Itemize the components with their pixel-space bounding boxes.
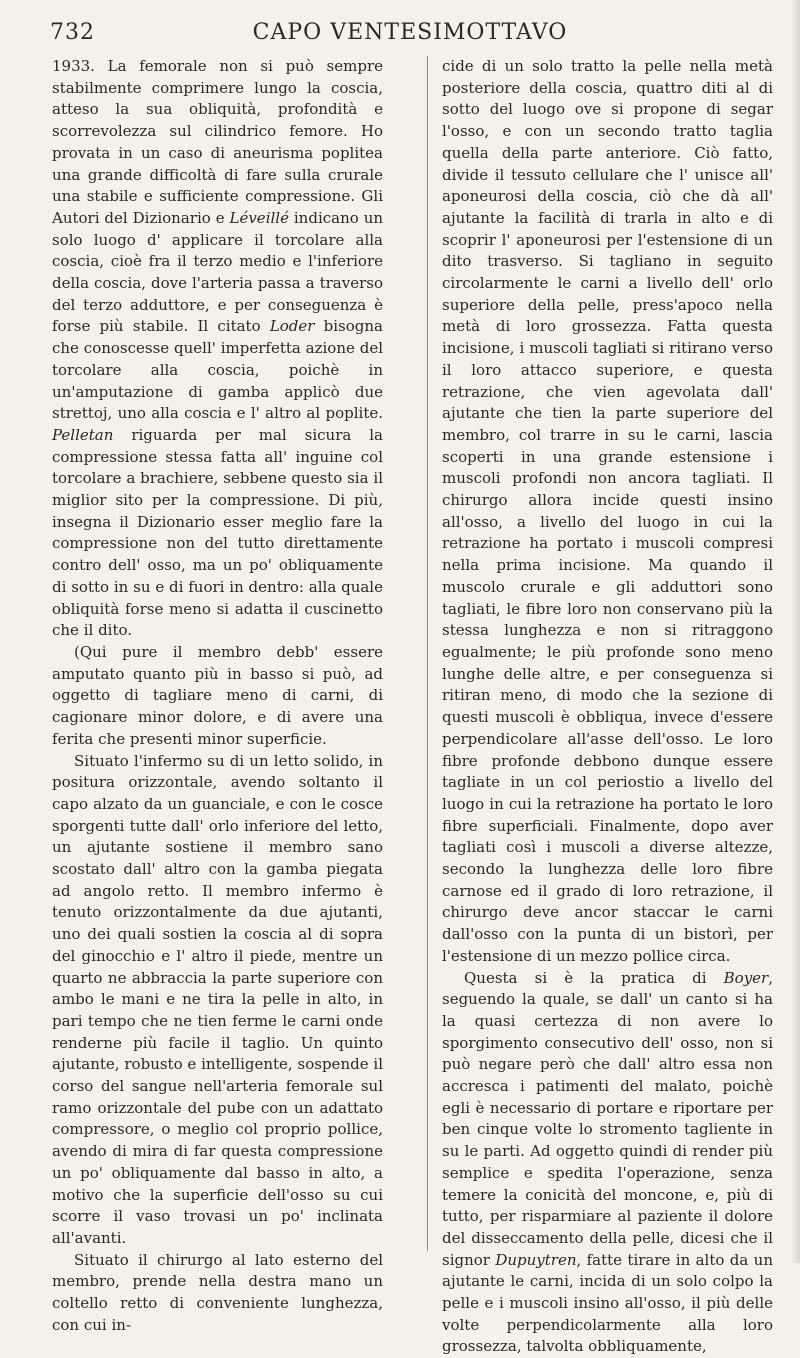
page-edge — [790, 0, 800, 1263]
paragraph: Situato il chirurgo al lato esterno del membro, prende nella destra mano un coltello retto di conveniente lunghezza, con cui in- — [52, 1250, 383, 1334]
author-name: Dupuytren — [495, 1250, 577, 1269]
paragraph: Questa si è la pratica di Boyer, seguendo la quale, se dall' un canto si ha la quasi certezza di non avere lo sporgimento consecutivo dell' osso, non si può negare però che dall' altro essa non accresca i patimenti del malato, poichè egli è necessario di portare e riportare per ben cinque volte lo stromento tagliente in su le parti. Ad oggetto quindi di render più semplice e spedita l'operazione, senza temere la conicità del moncone, e, più di tutto, per risparmiare al paziente il dolore del disseccamento della pelle, dicesi che il signor Dupuytren, fatte tirare in alto da un ajutante le carni, incida di un solo colpo la pelle e i muscoli insino all'osso, il più delle volte perpendicolarmente alla loro grossezza, talvolta obbliquamente, — [442, 968, 773, 1356]
paragraph: (Qui pure il membro debb' essere amputato quanto più in basso si può, ad oggetto di tagliare meno di carni, di cagionare minor dolore, e di avere una ferita che presenti minor superficie. — [52, 642, 383, 748]
paragraph: Situato l'infermo su di un letto solido, in positura orizzontale, avendo soltanto il capo alzato da un guanciale, e con le cosce sporgenti tutte dall' orlo inferiore del letto, un ajutante sostiene il membro sano scostato dall' altro con la gamba piegata ad angolo retto. Il membro infermo è tenuto orizzontalmente da due ajutanti, uno dei quali sostien la coscia al di sopra del ginocchio e l' altro il piede, mentre un quarto ne abbraccia la parte superiore con ambo le mani e ne tira la pelle in alto, in pari tempo che ne tien ferme le carni onde renderne più facile il taglio. Un quinto ajutante, robusto e intelligente, sospende il corso del sangue nell'arteria femorale sul ramo orizzontale del pube con un adattato compressore, o meglio col proprio pollice, avendo di mira di far questa compressione un po' obliquamente dal basso in alto, a motivo che la superficie dell'osso su cui scorre il vaso trovasi un po' inclinata all'avanti. — [52, 751, 383, 1247]
page-header — [50, 20, 770, 50]
paragraph-1933: 1933. La femorale non si può sempre stabilmente comprimere lungo la coscia, atteso la sua obliquità, profondità e scorrevolezza sul cilindrico femore. Ho provata in un caso di aneurisma poplitea una grande difficoltà di fare sulla crurale una stabile e sufficiente compressione. Gli Autori del Dizionario e Léveillé indicano un solo luogo d' applicare il torcolare alla coscia, cioè fra il terzo medio e l'inferiore della coscia, dove l'arteria passa a traverso del terzo adduttore, e per conseguenza è forse più stabile. Il citato Loder bisogna che conoscesse quell' imperfetta azione del torcolare alla coscia, poichè in un'amputazione di gamba applicò due strettoj, uno alla coscia e l' altro al poplite. Pelletan riguarda per mal sicura la compressione stessa fatta all' inguine col torcolare a brachiere, sebbene questo sia il miglior sito per la compressione. Di più, insegna il Dizionario esser meglio fare la compressione non del tutto direttamente contro dell' osso, ma un po' obliquamente di sotto in su e di fuori in dentro: alla quale obliquità forse meno si adatta il cuscinetto che il dito. — [52, 57, 384, 640]
author-name: Boyer — [723, 968, 769, 987]
running-head: CAPO VENTESIMOTTAVO — [252, 20, 568, 45]
paragraph-continued: cide di un solo tratto la pelle nella metà posteriore della coscia, quattro diti al di sotto del luogo ove si propone di segar l'osso, e con un secondo tratto taglia quella della parte anteriore. Ciò fatto, divide il tessuto cellulare che l' unisce all' aponeurosi della coscia, ciò che dà all' ajutante la facilità di trarla in alto e di scoprir l' aponeurosi per l'estensione di un dito trasverso. Si tagliano in seguito circolarmente le carni a livello dell' orlo superiore della pelle, press'apoco nella metà di loro grossezza. Fatta questa incisione, i muscoli tagliati si ritirano verso il loro attacco superiore, e questa retrazione, che vien agevolata dall' ajutante che tien la parte superiore del membro, col trarre in su le carni, lascia scoperti in una grande estensione i muscoli profondi non ancora tagliati. Il chirurgo allora incide questi insino all'osso, a livello del luogo in cui la retrazione ha portato i muscoli compresi nella prima incisione. Ma quando il muscolo crurale e gli adduttori sono tagliati, le fibre loro non conservano più la stessa lunghezza e non si ritraggono egualmente; le più profonde sono meno lunghe delle altre, e per conseguenza si ritiran meno, di modo che la sezione di questi muscoli è obbliqua, invece d'essere perpendicolare all'asse dell'osso. Le loro fibre profonde debbono dunque essere tagliate in un col periostio a livello del luogo in cui la retrazione ha portato le loro fibre superficiali. Finalmente, dopo aver tagliati così i muscoli a diverse altezze, secondo la lunghezza delle loro fibre carnose ed il grado di loro retrazione, il chirurgo deve ancor staccar le carni dall'osso con la punta di un bistorì, per l'estensione di un mezzo pollice circa. — [442, 57, 773, 965]
right-column — [442, 56, 773, 1356]
page-number: 732 — [50, 20, 95, 45]
author-name: Loder — [269, 317, 315, 336]
column-divider — [427, 56, 428, 1251]
left-column — [52, 56, 384, 1334]
author-name: Pelletan — [52, 425, 114, 444]
author-name: Léveillé — [229, 208, 289, 227]
